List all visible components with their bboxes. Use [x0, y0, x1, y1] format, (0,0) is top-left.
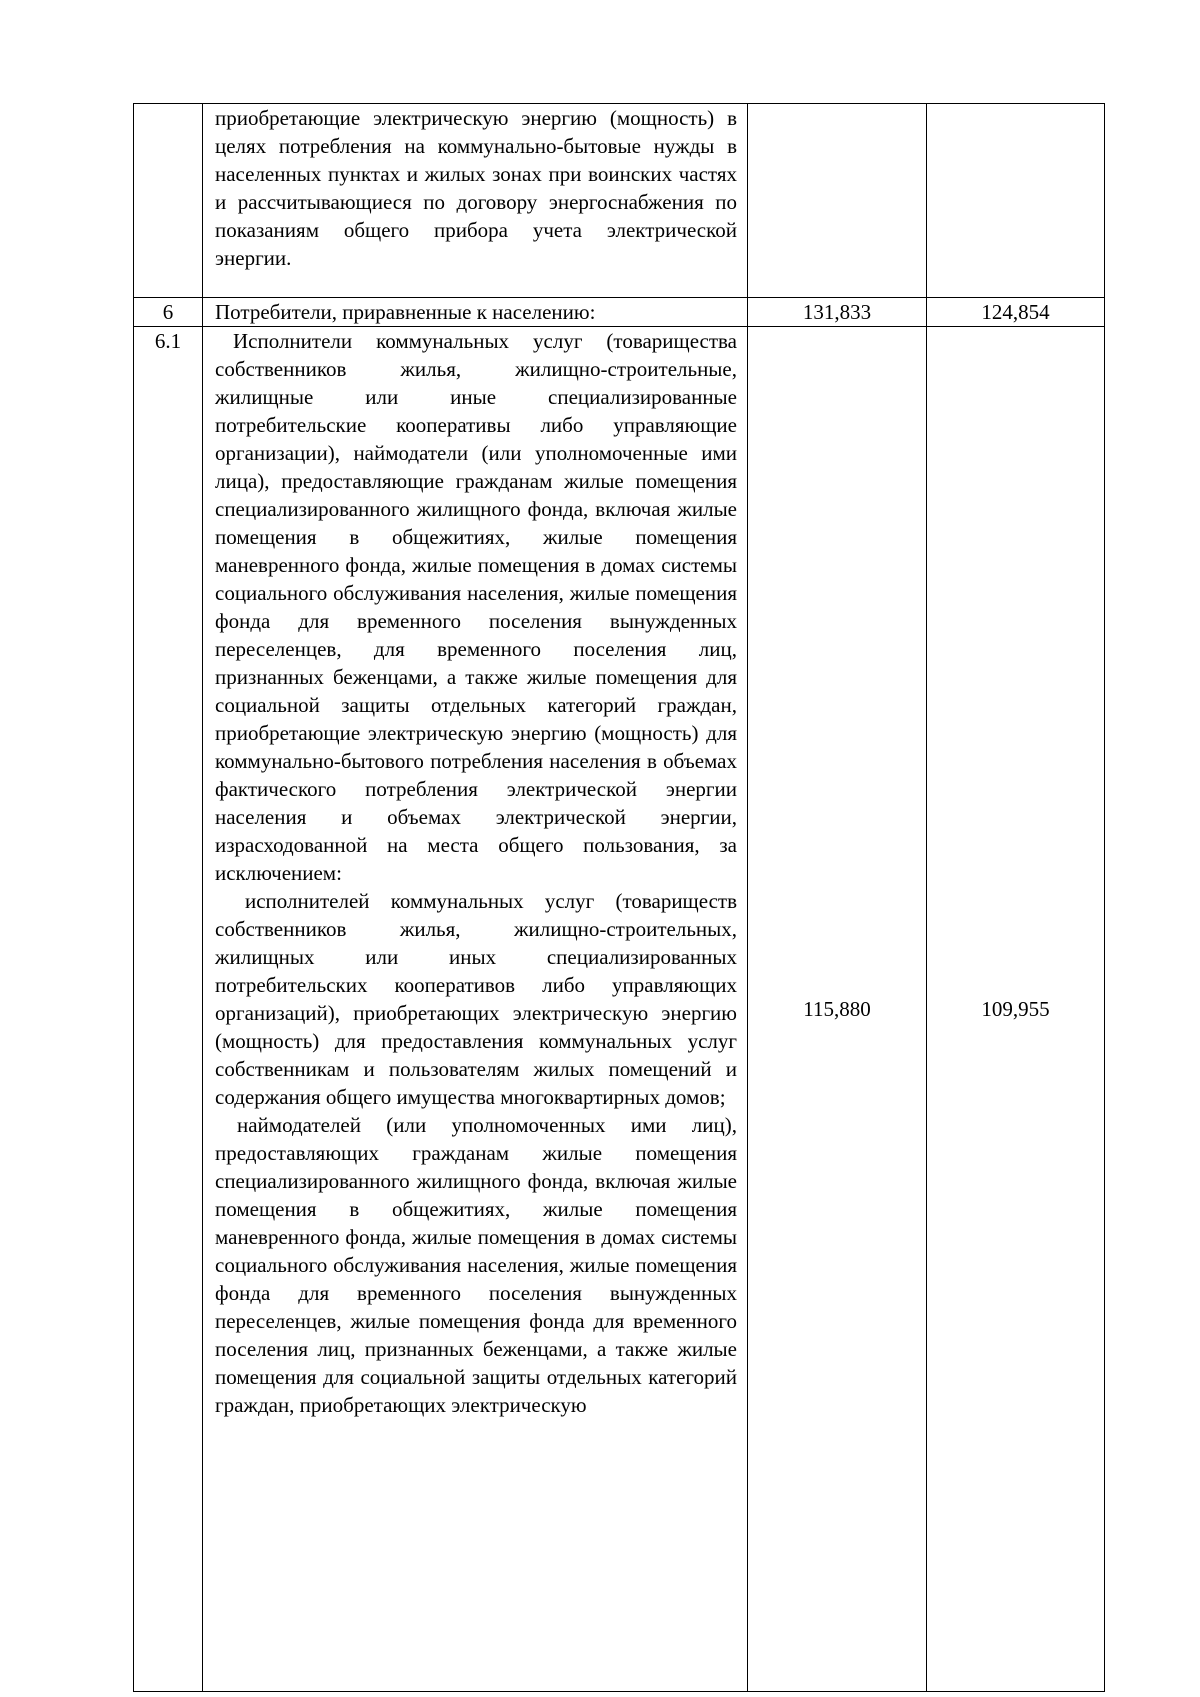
description-paragraph: Исполнители коммунальных услуг (товарищества собственников жилья, жилищно-строительные, жилищные или иные специализированные потребительские кооперативы либо управляющие организации), наймодатели (или уполномоченные ими лица), предоставляющие гражданам жилые помещения специализированного жилищного фонда, включая жилые помещения в общежитиях, жилые помещения маневренного фонда, жилые помещения в домах системы социального обслуживания населения, жилые помещения фонда для временного поселения вынужденных переселенцев, для временного поселения лиц, признанных беженцами, а также жилые помещения для социальной защиты отдельных категорий граждан, приобретающие электрическую энергию (мощность) для коммунально-бытового потребления населения в объемах фактического потребления электрической энергии населения и объемах электрической энергии, израсходованной на места общего пользования, за исключением:: [215, 329, 737, 885]
description-paragraph: исполнителей коммунальных услуг (товариществ собственников жилья, жилищно-строительных, жилищных или иных специализированных потребительских кооперативов либо управляющих организаций), приобретающих электрическую энергию (мощность) для предоставления коммунальных услуг собственникам и пользователям жилых помещений и содержания общего имущества многоквартирных домов;: [215, 889, 737, 1109]
value-cell-2: 109,955: [927, 327, 1105, 1692]
tariff-table: [133, 103, 1105, 1692]
description-paragraph: наймодателей (или уполномоченных ими лиц), предоставляющих гражданам жилые помещения специализированного жилищного фонда, включая жилые помещения в общежитиях, жилые помещения маневренного фонда, жилые помещения в домах системы социального обслуживания населения, жилые помещения фонда для временного поселения вынужденных переселенцев, жилые помещения фонда для временного поселения лиц, признанных беженцами, а также жилые помещения для социальной защиты отдельных категорий граждан, приобретающих электрическую: [215, 1113, 737, 1417]
row-number: 6.1: [134, 327, 203, 1692]
value-cell-2: 124,854: [927, 298, 1105, 327]
value-cell-1: 131,833: [748, 298, 927, 327]
value-cell-1: 115,880: [748, 327, 927, 1692]
value-cell-2: [927, 104, 1105, 298]
table-row: [134, 298, 1105, 327]
description-paragraph: приобретающие электрическую энергию (мощность) в целях потребления на коммунально-бытовые нужды в населенных пунктах и жилых зонах при воинских частях и рассчитывающиеся по договору энергоснабжения по показаниям общего прибора учета электрической энергии.: [215, 106, 737, 270]
row-description: [203, 327, 748, 1692]
table-row: [134, 104, 1105, 298]
description-paragraph: Потребители, приравненные к населению:: [215, 300, 596, 324]
row-description: [203, 104, 748, 298]
table-row: [134, 327, 1105, 1692]
row-number: 6: [134, 298, 203, 327]
row-number: [134, 104, 203, 298]
value-cell-1: [748, 104, 927, 298]
row-description: [203, 298, 748, 327]
